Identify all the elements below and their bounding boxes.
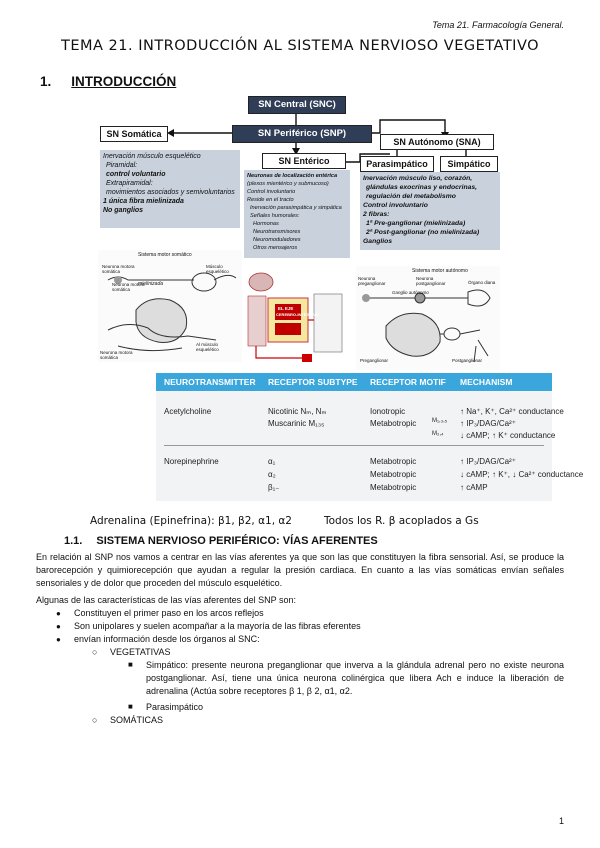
table-header-cell: RECEPTOR SUBTYPE xyxy=(268,377,358,387)
figure-label: Músculo esquelético xyxy=(206,264,229,274)
enteric-axis-figure xyxy=(244,268,350,364)
panel-line: No ganglios xyxy=(103,207,144,214)
table-cell: Metabotropic xyxy=(370,457,417,466)
paragraph-intro-list: Algunas de las características de las vías aferentes del SNP son: xyxy=(36,595,296,605)
panel-line: control voluntario xyxy=(106,171,166,178)
autonomo-panel xyxy=(360,172,500,250)
list-item: SOMÁTICAS xyxy=(110,715,164,725)
table-cell: β₁₋ xyxy=(268,483,280,492)
sn-somatica-box: SN Somática xyxy=(100,126,168,142)
figure-label: Al músculo esquelético xyxy=(196,342,219,352)
autonomic-neuron-figure xyxy=(356,266,500,370)
table-cell: ↑ Na⁺, K⁺, Ca²⁺ conductance xyxy=(460,407,564,416)
panel-line: Neuromoduladores xyxy=(253,237,301,243)
figure-label: Neurona motora somática xyxy=(112,282,145,292)
table-cell: α₂ xyxy=(268,470,276,479)
panel-line: 2 fibras: xyxy=(363,211,390,218)
parasimpatico-box: Parasimpático xyxy=(360,156,434,172)
panel-line: Ganglios xyxy=(363,238,393,245)
section-number: 1.1. xyxy=(64,535,83,547)
somatic-neuron-figure xyxy=(98,250,242,362)
figure-title: Sistema motor autónomo xyxy=(412,268,468,274)
simpatico-box: Simpático xyxy=(440,156,498,172)
sn-enterico-box: SN Entérico xyxy=(262,153,346,169)
panel-line: 1ª Pre-ganglionar (mielinizada) xyxy=(366,220,466,227)
table-header-cell: MECHANISM xyxy=(460,377,513,387)
figure-label: Neurona motora somática xyxy=(102,264,135,274)
figure-label: Neurona preganglionar xyxy=(358,276,386,286)
table-cell: M₁,₃,₅ xyxy=(432,418,448,424)
table-cell: Nicotinic Nₘ, Nₘ xyxy=(268,407,327,416)
table-cell: α₁ xyxy=(268,457,276,466)
sn-autonomo-box: SN Autónomo (SNA) xyxy=(380,134,494,150)
panel-line: glándulas exocrinas y endocrinas, xyxy=(366,184,478,191)
figure-label: CEREBRO-INTESTINO xyxy=(276,312,319,317)
figure-label: Neurona motora somática xyxy=(100,350,133,360)
figure-label: Postganglionar xyxy=(452,358,483,363)
neurotransmitter-table xyxy=(156,373,584,501)
figure-label: Ganglio autónomo xyxy=(392,290,429,295)
bullet-icon: ● xyxy=(56,609,61,618)
panel-line: Control involuntario xyxy=(247,189,296,195)
table-cell: Metabotropic xyxy=(370,419,417,428)
section-heading-1-1 xyxy=(64,535,378,547)
panel-line: Inervación músculo esquelético xyxy=(103,153,201,160)
figure-label: Preganglionar xyxy=(360,358,389,363)
table-divider xyxy=(164,445,544,446)
square-bullet-icon: ■ xyxy=(128,702,133,711)
bullet-icon: ● xyxy=(56,635,61,644)
list-item: Constituyen el primer paso en los arcos reflejos xyxy=(74,608,264,618)
circle-bullet-icon: ○ xyxy=(92,715,98,725)
enterico-panel xyxy=(244,170,350,258)
panel-line: Extrapiramidal: xyxy=(106,180,153,187)
page-number: 1 xyxy=(558,816,564,826)
table-cell: ↑ cAMP xyxy=(460,483,488,492)
table-header-cell: NEUROTRANSMITTER xyxy=(164,377,256,387)
table-cell: Acetylcholine xyxy=(164,407,212,416)
panel-line: Señales humorales: xyxy=(250,213,300,219)
table-cell: Muscarinic M₁₃₅ xyxy=(268,419,325,428)
list-item: Son unipolares y suelen acompañar a la mayoría de las fibras eferentes xyxy=(74,621,361,631)
panel-line: Piramidal: xyxy=(106,162,138,169)
adrenalina-note: Adrenalina (Epinefrina): β1, β2, α1, α2 xyxy=(90,515,292,527)
section-number: 1. xyxy=(40,74,52,89)
table-cell: ↑ IP₃/DAG/Ca²⁺ xyxy=(460,419,516,428)
snc-box: SN Central (SNC) xyxy=(248,96,346,114)
figure-title: Sistema motor somático xyxy=(138,252,192,258)
table-cell: M₂,₄ xyxy=(432,431,444,437)
figure-label: Neurona postganglionar xyxy=(416,276,446,286)
panel-line: Reside en el tracto xyxy=(247,197,294,203)
table-cell: ↑ IP₃/DAG/Ca²⁺ xyxy=(460,457,516,466)
panel-line: regulación del metabolismo xyxy=(366,193,456,200)
table-header-row xyxy=(156,373,552,391)
table-cell: ↓ cAMP; ↑ K⁺ conductance xyxy=(460,431,556,440)
list-item: envían información desde los órganos al SNC: xyxy=(74,634,260,644)
table-cell: Ionotropic xyxy=(370,407,406,416)
document-title: TEMA 21. INTRODUCCIÓN AL SISTEMA NERVIOSO VEGETATIVO xyxy=(60,38,540,54)
panel-line: Inervación parasimpática y simpática xyxy=(250,205,342,211)
somatica-panel xyxy=(100,150,240,228)
table-header-cell: RECEPTOR MOTIF xyxy=(370,377,446,387)
panel-line: Neuronas de localización entérica xyxy=(247,173,338,179)
bullet-icon: ● xyxy=(56,622,61,631)
receptor-note: Todos los R. β acoplados a Gs xyxy=(324,515,479,527)
paragraph-snp: En relación al SNP nos vamos a centrar en las vías aferentes ya que son las que constituyen la fibra sensorial. Así, se produce la barorecepción y quimiorecepción que ayudan a regular la presión cardiaca. En cuanto a las vías somáticas envían señales sensoriales y de dolor que proceden del músculo esquelético. xyxy=(36,552,564,588)
panel-line: Neurotransmisores xyxy=(253,229,301,235)
running-header: Tema 21. Farmacología General. xyxy=(432,20,564,30)
circle-bullet-icon: ○ xyxy=(92,647,98,657)
table-cell: ↓ cAMP; ↑ K⁺, ↓ Ca²⁺ conductance xyxy=(460,470,584,479)
table-cell: Norepinephrine xyxy=(164,457,219,466)
table-cell: Metabotropic xyxy=(370,470,417,479)
section-title: SISTEMA NERVIOSO PERIFÉRICO: VÍAS AFERENTES xyxy=(96,535,378,547)
panel-line: 1 única fibra mielinizada xyxy=(103,198,184,205)
list-item: VEGETATIVAS xyxy=(110,647,171,657)
panel-line: 2ª Post-ganglionar (no mielinizada) xyxy=(366,229,480,236)
figure-label: Órgano diana xyxy=(468,280,496,285)
table-cell: Metabotropic xyxy=(370,483,417,492)
list-item: Simpático: presente neurona preganglionar que inverva a la glándula adrenal pero no existe neurona postganglionar. Así, tiene una única neurona colinérgica que libera Ach e induce la liberación de adrenalina (Actúa sobre receptores β 1, β 2, α1, α2. xyxy=(146,660,564,696)
figure-label: mielinizada xyxy=(138,281,164,287)
section-title: INTRODUCCIÓN xyxy=(71,74,177,89)
square-bullet-icon: ■ xyxy=(128,660,133,669)
figure-label: EL EJE xyxy=(278,306,294,311)
list-item: Parasimpático xyxy=(146,702,204,712)
panel-line: (plexos mientérico y submucoso) xyxy=(247,181,329,187)
panel-line: Inervación músculo liso, corazón, xyxy=(363,175,473,182)
panel-line: Hormonas xyxy=(253,221,279,227)
panel-line: movimientos asociados y semivoluntarios xyxy=(106,189,235,196)
snp-box: SN Periférico (SNP) xyxy=(232,125,372,143)
panel-line: Control involuntario xyxy=(363,202,428,209)
panel-line: Otros mensajeros xyxy=(253,245,298,251)
